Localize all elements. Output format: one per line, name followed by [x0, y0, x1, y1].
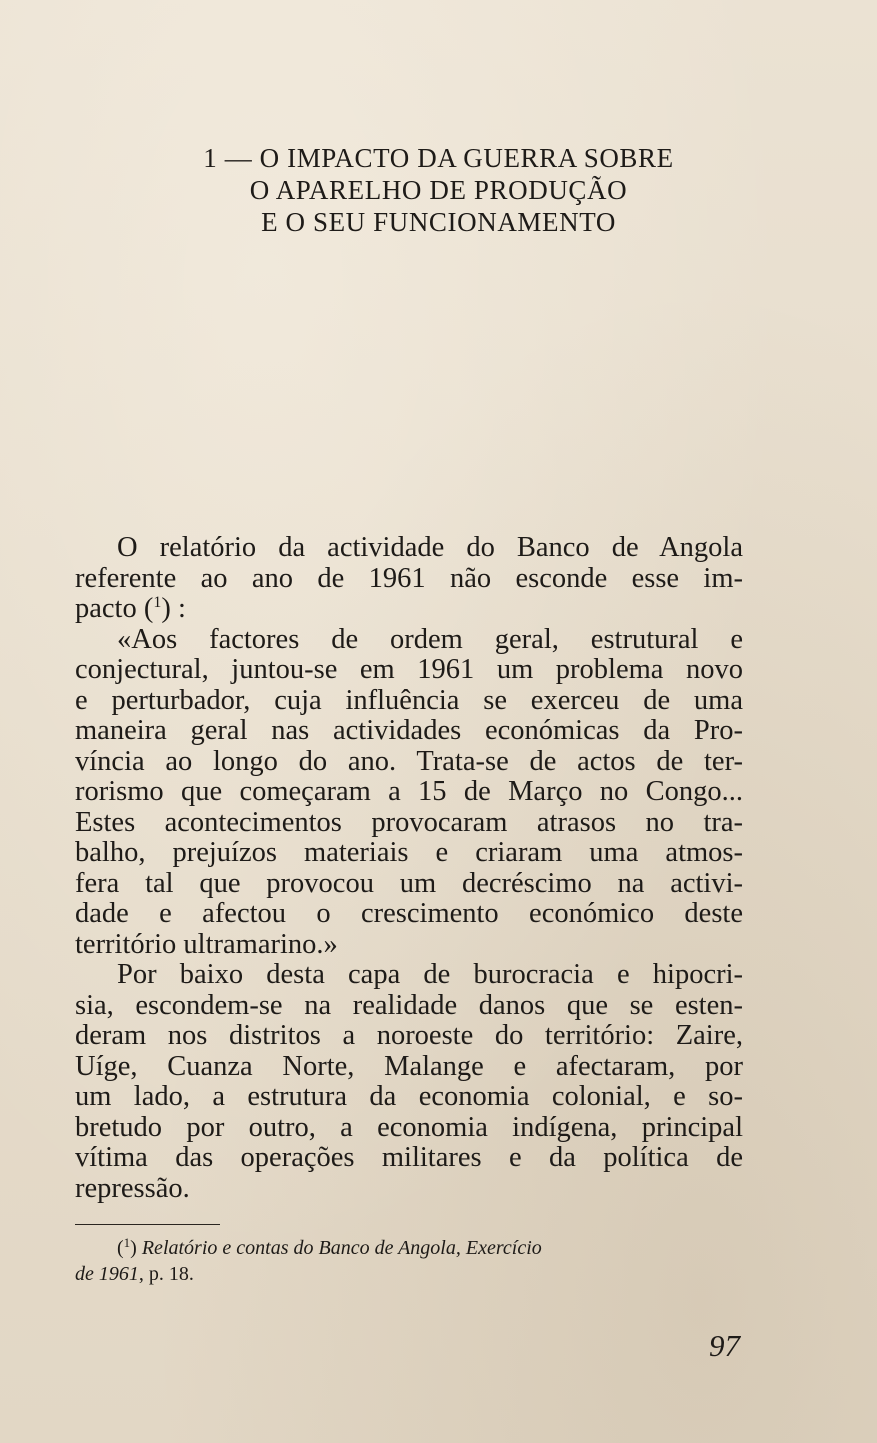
footnote [75, 1235, 743, 1287]
paragraph-2-line: vítima das operações militares e da política de [75, 1142, 743, 1173]
quote-line: conjectural, juntou-se em 1961 um problema novo [75, 654, 743, 685]
paragraph-1-line: O relatório da actividade do Banco de Angola [117, 532, 743, 563]
footnote-line [75, 1235, 743, 1261]
footnote-close-paren: ) [130, 1237, 137, 1259]
heading-line-3: E O SEU FUNCIONAMENTO [261, 207, 616, 237]
footnote-marker: 1 [123, 1235, 131, 1250]
heading-line-1: 1 — O IMPACTO DA GUERRA SOBRE [203, 143, 674, 173]
quote-line: «Aos factores de ordem geral, estrutural e [117, 623, 743, 655]
quote-line: balho, prejuízos materiais e criaram uma atmos- [75, 837, 743, 868]
paragraph-2-line: sia, escondem-se na realidade danos que se esten- [75, 989, 743, 1021]
paragraph-2-line: Por baixo desta capa de burocracia e hipocri- [117, 959, 743, 990]
page-number: 97 [709, 1328, 740, 1363]
paragraph-2-line: bretudo por outro, a economia indígena, principal [75, 1111, 743, 1143]
paragraph-1-line [75, 594, 743, 625]
footnote-open-paren: ( [117, 1237, 124, 1259]
footnote-title: Relatório e contas do Banco de Angola, Exercício [141, 1237, 542, 1259]
paragraph-2-line: deram nos distritos a noroeste do território: Zaire, [75, 1020, 743, 1051]
body-text [75, 533, 743, 1204]
paragraph-1-line: referente ao ano de 1961 não esconde esse im- [75, 562, 743, 594]
quote-line: Estes acontecimentos provocaram atrasos no tra- [75, 806, 743, 838]
footnote-reference: 1 [153, 594, 162, 611]
footnote-divider [75, 1224, 220, 1225]
paragraph-1-text: pacto ( [75, 593, 154, 624]
footnote-page-ref: , p. 18. [138, 1263, 194, 1285]
footnote-year: de 1961 [75, 1263, 139, 1285]
chapter-heading [0, 142, 877, 238]
quote-line: dade e afectou o crescimento económico deste [75, 898, 743, 929]
quote-line: território ultramarino.» [75, 928, 338, 960]
quote-line: rorismo que começaram a 15 de Março no Congo... [75, 776, 743, 807]
paragraph-1-text: ) : [161, 593, 186, 624]
quote-line: fera tal que provocou um decréscimo na activi- [75, 867, 743, 899]
footnote-line [75, 1261, 743, 1287]
paragraph-2-line: Uíge, Cuanza Norte, Malange e afectaram, por [75, 1050, 743, 1082]
paragraph-2-line: repressão. [75, 1172, 190, 1204]
quote-line: víncia ao longo do ano. Trata-se de actos de ter- [75, 745, 743, 777]
heading-line-2: O APARELHO DE PRODUÇÃO [249, 175, 628, 205]
quote-line: e perturbador, cuja influência se exerceu de uma [75, 684, 743, 716]
paragraph-2-line: um lado, a estrutura da economia colonial, e so- [75, 1081, 743, 1112]
quote-line: maneira geral nas actividades económicas da Pro- [75, 715, 743, 746]
